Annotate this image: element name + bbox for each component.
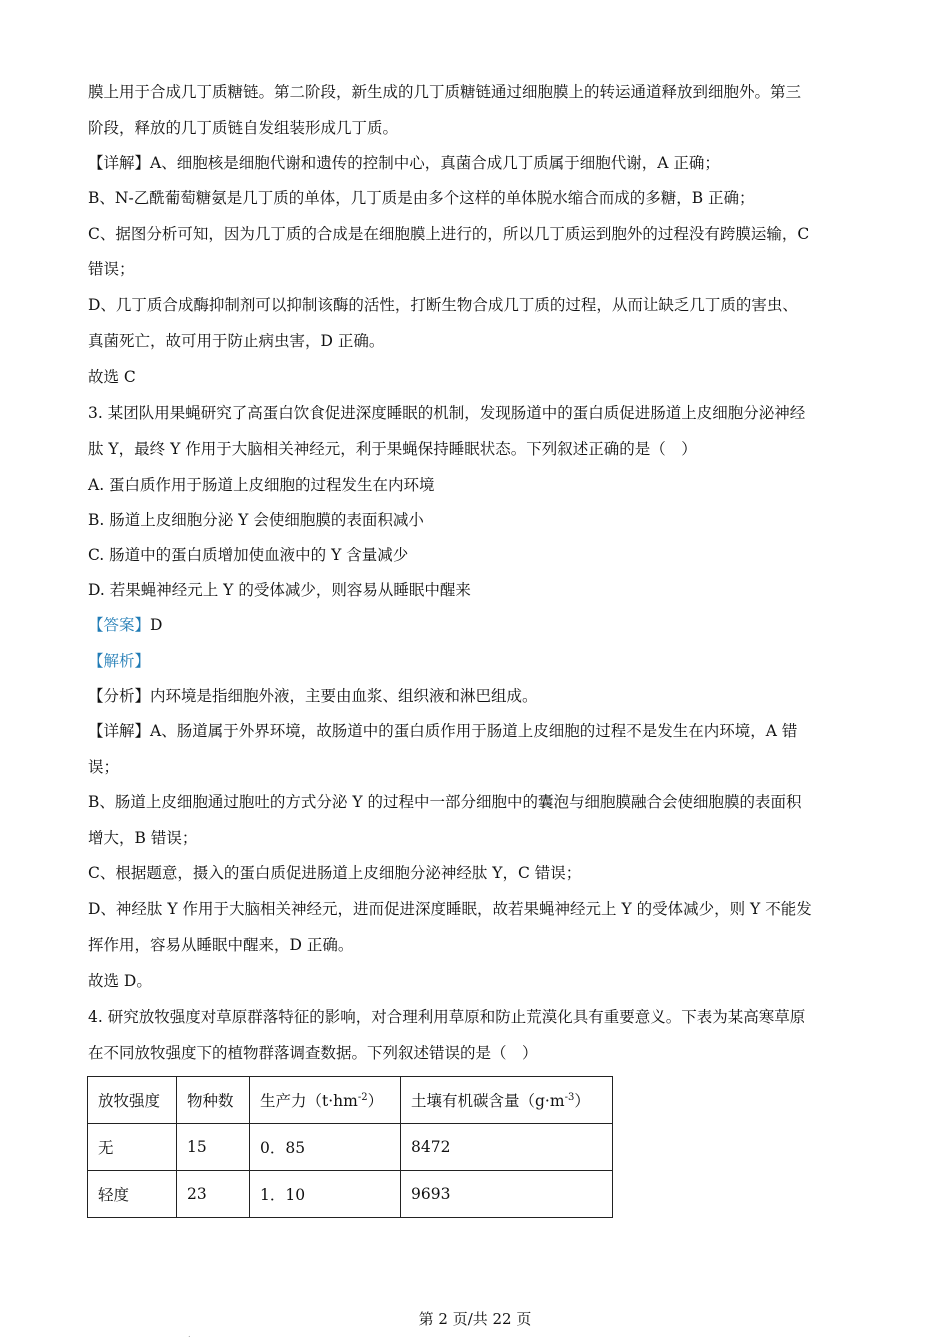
question-4-stem: 在不同放牧强度下的植物群落调查数据。下列叙述错误的是（ ） xyxy=(88,1044,538,1062)
text-line: D、几丁质合成酶抑制剂可以抑制该酶的活性，打断生物合成几丁质的过程，从而让缺乏几丁质的害虫、 xyxy=(88,296,798,314)
table-row xyxy=(88,1124,613,1171)
text-line: B、肠道上皮细胞通过胞吐的方式分泌 Y 的过程中一部分细胞中的囊泡与细胞膜融合会使细胞膜的表面积 xyxy=(88,793,802,811)
question-4-stem: 4. 研究放牧强度对草原群落特征的影响，对合理利用草原和防止荒漠化具有重要意义。下表为某高寒草原 xyxy=(88,1008,806,1026)
table-row xyxy=(88,1171,613,1218)
question-3-stem: 3. 某团队用果蝇研究了高蛋白饮食促进深度睡眠的机制，发现肠道中的蛋白质促进肠道上皮细胞分泌神经 xyxy=(88,404,806,422)
table-header-cell: 土壤有机碳含量$(g\cdot m^{-3})$ xyxy=(401,1077,613,1124)
answer-value: D xyxy=(150,616,163,634)
option-b: B. 肠道上皮细胞分泌 Y 会使细胞膜的表面积减小 xyxy=(88,511,424,529)
question-3-stem: 肽 Y，最终 Y 作用于大脑相关神经元，利于果蝇保持睡眠状态。下列叙述正确的是（ ） xyxy=(88,440,697,458)
text-line: B、N-乙酰葡萄糖氨是几丁质的单体，几丁质是由多个这样的单体脱水缩合而成的多糖，B 正确； xyxy=(88,189,755,207)
text-line: 错误； xyxy=(88,260,135,278)
text-line: D、神经肽 Y 作用于大脑相关神经元，进而促进深度睡眠，故若果蝇神经元上 Y 的受体减少，则 Y 不能发 xyxy=(88,900,812,918)
answer-line xyxy=(88,615,162,635)
option-d: D. 若果蝇神经元上 Y 的受体减少，则容易从睡眠中醒来 xyxy=(88,581,471,599)
text-line: 故选 C xyxy=(88,368,136,386)
table-cell: 23 xyxy=(177,1171,250,1218)
text-line: 增大，B 错误； xyxy=(88,829,198,847)
option-a: A. 蛋白质作用于肠道上皮细胞的过程发生在内环境 xyxy=(88,476,435,494)
table-header-cell: 生产力$(t\cdot hm^{-2})$ xyxy=(250,1077,401,1124)
table-cell: 15 xyxy=(177,1124,250,1171)
option-c: C. 肠道中的蛋白质增加使血液中的 Y 含量减少 xyxy=(88,546,409,564)
footer-dot: . xyxy=(188,1330,191,1339)
text-line: C、据图分析可知，因为几丁质的合成是在细胞膜上进行的，所以几丁质运到胞外的过程没有跨膜运输，C xyxy=(88,225,810,243)
table-cell: 1．10 xyxy=(250,1171,401,1218)
answer-label: 【答案】 xyxy=(88,616,151,634)
text-line: 阶段，释放的几丁质链自发组装形成几丁质。 xyxy=(88,119,399,137)
text-line: C、根据题意，摄入的蛋白质促进肠道上皮细胞分泌神经肽 Y，C 错误； xyxy=(88,864,582,882)
table-header-cell: 物种数 xyxy=(177,1077,250,1124)
text-line: 真菌死亡，故可用于防止病虫害，D 正确。 xyxy=(88,332,385,350)
table-header-row xyxy=(88,1077,613,1124)
analysis-label: 【解析】 xyxy=(88,652,151,670)
text-line: 【分析】内环境是指细胞外液，主要由血浆、组织液和淋巴组成。 xyxy=(88,687,538,705)
text-line: 误； xyxy=(88,758,120,776)
text-line: 【详解】A、细胞核是细胞代谢和遗传的控制中心，真菌合成几丁质属于细胞代谢，A 正确； xyxy=(88,154,720,172)
text-line: 故选 D。 xyxy=(88,972,152,990)
text-line: 挥作用，容易从睡眠中醒来，D 正确。 xyxy=(88,936,354,954)
table-cell: 0．85 xyxy=(250,1124,401,1171)
page-footer: 第 2 页/共 22 页 xyxy=(418,1310,532,1328)
text-line: 【详解】A、肠道属于外界环境，故肠道中的蛋白质作用于肠道上皮细胞的过程不是发生在内环境，A 错 xyxy=(88,722,798,740)
table-cell: 8472 xyxy=(401,1124,613,1171)
text-line: 膜上用于合成几丁质糖链。第二阶段，新生成的几丁质糖链通过细胞膜上的转运通道释放到细胞外。第三 xyxy=(88,83,802,101)
table-cell: 9693 xyxy=(401,1171,613,1218)
table-cell: 无 xyxy=(88,1124,177,1171)
data-table xyxy=(87,1076,613,1218)
table-header-cell: 放牧强度 xyxy=(88,1077,177,1124)
table-cell: 轻度 xyxy=(88,1171,177,1218)
